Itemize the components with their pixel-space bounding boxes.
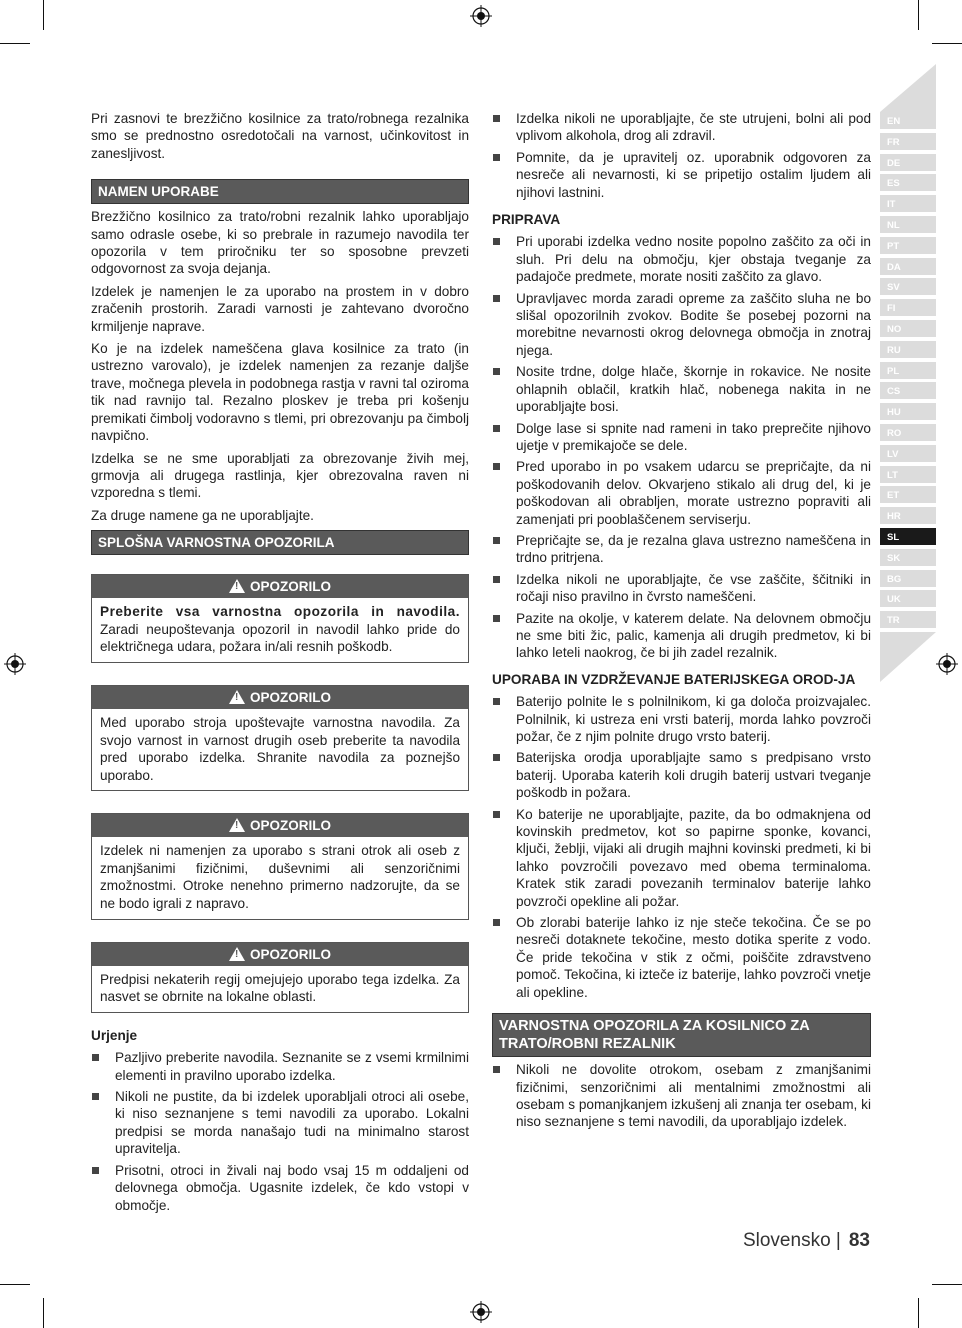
list-item [91, 1049, 469, 1084]
section-heading-splosna: SPLOŠNA VARNOSTNA OPOZORILA [91, 530, 469, 555]
warning-label: OPOZORILO [250, 689, 331, 705]
warning-triangle-icon: ! [229, 579, 245, 593]
warning-label: OPOZORILO [250, 946, 331, 962]
bullet-square-icon [493, 295, 500, 302]
warning-header [92, 943, 468, 966]
language-tab-sk[interactable]: SK [880, 549, 936, 568]
warning-label: OPOZORILO [250, 579, 331, 595]
language-tab-tr[interactable]: TR [880, 611, 936, 630]
bullet-square-icon [493, 1066, 500, 1073]
paragraph: Brezžično kosilnico za trato/robni rezalnik lahko uporabljajo samo odrasle osebe, ki so prebrale in razumejo navodila ter opozorila v tem priročniku ter so sposobne prevzeti odgovornost za svoja dejanja. [91, 209, 469, 277]
list-item-text: Pri uporabi izdelka vedno nosite popolno zaščito za oči in sluh. Pri delu na območju, kjer obstaja tveganje za padajoče predmete, morate nositi zaščito za glavo. [516, 234, 871, 285]
bullet-square-icon [92, 1093, 99, 1100]
language-tab-lt[interactable]: LT [880, 466, 936, 485]
right-column [492, 110, 871, 1140]
crop-mark [0, 43, 30, 44]
paragraph: Za druge namene ga ne uporabljajte. [91, 507, 314, 523]
warning-body-text: Predpisi nekaterih regij omejujejo uporabo tega izdelka. Za nasvet se obrnite na lokalne oblasti. [100, 971, 460, 1005]
list-item [492, 1061, 871, 1131]
bullet-square-icon [493, 698, 500, 705]
list-item-text: Upravljavec morda zaradi opreme za zaščito sluha ne bo slišal opozorilnih zvokov. Bodite še posebej pozorni na morebitne nevarnosti okrog delovnega območja in znotraj njega. [516, 290, 871, 358]
language-tab-hr[interactable]: HR [880, 507, 936, 526]
warning-body-text: Med uporabo stroja upoštevajte varnostna navodila. Za svojo varnost in varnost drugih oseb preberite ta navodila pred uporabo izdelka. Shranite navodila za poznejšo uporabo. [100, 714, 460, 783]
top-list [492, 110, 871, 201]
language-tab-nl[interactable]: NL [880, 216, 936, 235]
language-tab-es[interactable]: ES [880, 174, 936, 193]
language-tab-pl[interactable]: PL [880, 362, 936, 381]
list-item [492, 420, 871, 455]
crop-mark [932, 1284, 962, 1285]
list-item [492, 749, 871, 801]
warning-box [91, 574, 469, 663]
language-tab-hu[interactable]: HU [880, 403, 936, 422]
list-item [91, 1162, 469, 1214]
language-tab-ru[interactable]: RU [880, 341, 936, 360]
warning-label: OPOZORILO [250, 818, 331, 834]
section-heading-kosilnica: VARNOSTNA OPOZORILA ZA KOSILNICO ZA TRATO/ROBNI REZALNIK [492, 1013, 871, 1057]
language-tab-da[interactable]: DA [880, 258, 936, 277]
list-item [492, 110, 871, 145]
list-item-text: Baterijska orodja uporabljajte samo s predpisano vrsto baterij. Uporaba katerih koli drugih baterij ustvari tveganje poškodb in požara. [516, 750, 871, 801]
language-tab-fi[interactable]: FI [880, 299, 936, 318]
list-item [492, 532, 871, 567]
footer-language: Slovensko | [742, 1230, 841, 1251]
list-item-text: Prisotni, otroci in živali naj bodo vsaj 15 m oddaljeni od delovnega območja. Ugasnite izdelek, če kdo vstopi v območje. [115, 1162, 469, 1213]
bullet-square-icon [493, 576, 500, 583]
list-item-text: Pazljivo preberite navodila. Seznanite se z vsemi krmilnimi elementi in pravilno uporabo izdelka. [115, 1050, 469, 1083]
registration-mark-icon [936, 653, 958, 675]
list-item-text: Izdelka nikoli ne uporabljajte, če vse zaščite, ščitniki in ročaji niso pravilno in čvrsto nameščeni. [516, 571, 871, 605]
list-item [492, 610, 871, 662]
warning-header [92, 686, 468, 709]
crop-mark [43, 0, 44, 30]
bullet-square-icon [493, 238, 500, 245]
bullet-square-icon [493, 463, 500, 470]
language-tabs [880, 64, 936, 682]
list-item-text: Pred uporabo in po vsakem udarcu se prepričajte, da ni poškodovanih delov. Okvarjeno stikalo ali drug del, ki je poškodovan ali obrabljen, morate ustrezno popraviti ali zamenjati pri pooblaščenem serviserju. [516, 459, 871, 527]
list-item-text: Nosite trdne, dolge hlače, škornje in rokavice. Ne nosite ohlapnih oblačil, kratkih hlač, nobenega nakita in ne uporabljajte bosi. [516, 364, 871, 415]
list-item-text: Nikoli ne pustite, da bi izdelek uporabljali otroci ali osebe, ki niso seznanjene s temi navodili za uporabo. Lokalni predpisi se morda nanašajo tudi na minimalno starost upravitelja. [115, 1089, 469, 1157]
list-item [492, 806, 871, 910]
bullet-square-icon [493, 919, 500, 926]
language-tab-no[interactable]: NO [880, 320, 936, 339]
list-item-text: Ko baterije ne uporabljajte, pazite, da bo odmaknjena od kovinskih predmetov, kot so papirne sponke, kovanci, ključi, žeblji, vijaki ali drugih majhni kovinski predmeti, ki bi lahko povzročili povezavo med obema terminaloma. Kratek stik zaradi povezanih terminalov baterije lahko povzroči opekline ali požar. [516, 806, 871, 909]
warning-body-text: Izdelek ni namenjen za uporabo s strani otrok ali oseb z zmanjšanimi fizičnimi, duševnimi ali senzoričnimi zmožnostmi. Otroke nenehno primerno nadzorujte, da se ne bodo igrali z napravo. [100, 843, 460, 912]
baterija-list [492, 693, 871, 1001]
left-column [91, 110, 469, 1223]
list-item-text: Baterijo polnite le s polnilnikom, ki ga določa proizvajalec. Polnilnik, ki ustreza eni vrsti baterij, morda lahko povzroči požar, če z njim polnite drugo vrsto baterij. [516, 694, 871, 744]
paragraph: Izdelka se ne sme uporabljati za obrezovanje živih mej, grmovja ali drugega rastlinja, kjer obrezovalna raven ni vzporedna s tlemi. [91, 450, 469, 501]
bullet-square-icon [493, 368, 500, 375]
page-footer [743, 1230, 870, 1252]
paragraph: Ko je na izdelek nameščena glava kosilnice za trato (in ustrezno varovalo), je izdelek namenjen za rezanje daljše trave, močnega plevela in podobnega rastja v ravni tal oziroma tik nad ravnijo tal. Rezalno ploskev je treba pri košenju premikati čimbolj vodoravno s tlemi, pri obrezovanju pa čimbolj navpično. [91, 341, 469, 444]
list-item [492, 571, 871, 606]
language-tab-sv[interactable]: SV [880, 278, 936, 297]
registration-mark-icon [4, 653, 26, 675]
warning-triangle-icon: ! [229, 818, 245, 832]
language-tab-sl[interactable]: SL [880, 528, 936, 547]
bullet-square-icon [493, 811, 500, 818]
bullet-square-icon [493, 615, 500, 622]
list-item [492, 914, 871, 1001]
list-item [492, 149, 871, 201]
section-heading-namen: NAMEN UPORABE [91, 179, 469, 204]
registration-mark-icon [470, 1301, 492, 1323]
registration-mark-icon [470, 5, 492, 27]
warning-text [92, 709, 468, 790]
tabs-top-triangle [880, 64, 936, 112]
warning-box [91, 685, 469, 791]
bullet-square-icon [493, 425, 500, 432]
list-item-text: Dolge lase si spnite nad rameni in tako preprečite njihovo ujetje v premikajoče se dele. [516, 420, 871, 453]
list-item [492, 458, 871, 528]
language-tab-uk[interactable]: UK [880, 590, 936, 609]
intro-paragraph: Pri zasnovi te brezžično kosilnice za trato/robnega rezalnika smo se prednostno osredotočali na varnost, učinkovitost in zanesljivost. [91, 111, 469, 161]
warning-body-text: Zaradi neupoštevanja opozoril in navodil lahko pride do električnega udara, požara in/ali resnih poškodb. [100, 621, 460, 655]
crop-mark [43, 1298, 44, 1328]
page-number: 83 [848, 1230, 870, 1251]
warning-header [92, 814, 468, 837]
list-item-text: Ob zlorabi baterije lahko iz nje steče tekočina. Če se po nesreči dotaknete tekočine, mesto dotika sperite z vodo. Če pride tekočina v stik z očmi, poiščite zdravstveno pomoč. Tekočina, ki izteče iz baterije, lahko povzroči vnetje ali opekline. [516, 915, 871, 1000]
subheading-priprava: PRIPRAVA [492, 212, 561, 228]
tabs-bottom-triangle [880, 632, 936, 682]
warning-bold-text: Preberite vsa varnostna opozorila in navodila. [100, 604, 460, 620]
bullet-square-icon [493, 154, 500, 161]
language-tab-en[interactable]: EN [880, 112, 936, 131]
list-item [492, 233, 871, 285]
list-item [492, 363, 871, 415]
crop-mark [932, 43, 962, 44]
language-tab-cs[interactable]: CS [880, 382, 936, 401]
kosilnica-list [492, 1061, 871, 1131]
warning-box [91, 813, 469, 919]
language-tab-it[interactable]: IT [880, 195, 936, 214]
crop-mark [918, 0, 919, 30]
urjenje-list [91, 1049, 469, 1214]
language-tab-pt[interactable]: PT [880, 237, 936, 256]
warning-triangle-icon: ! [229, 690, 245, 704]
list-item [492, 693, 871, 745]
bullet-square-icon [92, 1167, 99, 1174]
warning-text [92, 966, 468, 1012]
list-item-text: Pazite na okolje, v katerem delate. Na delovnem območju ne sme biti žic, palic, kamenja ali drugih predmetov, ki bi lahko leteli naokrog, če bi jih zadel rezalnik. [516, 610, 871, 661]
language-tab-lv[interactable]: LV [880, 445, 936, 464]
list-item-text: Pomnite, da je upravitelj oz. uporabnik odgovoren za nesreče ali nevarnosti, ki se pripetijo ostalim ljudem ali njihovi lastnini. [516, 149, 871, 200]
warning-triangle-icon: ! [229, 947, 245, 961]
warning-text [92, 837, 468, 918]
priprava-list [492, 233, 871, 661]
language-tab-ro[interactable]: RO [880, 424, 936, 443]
list-item-text: Nikoli ne dovolite otrokom, osebam z zmanjšanimi fizičnimi, senzoričnimi ali mentalnimi zmožnostmi ali osebam s pomanjkanjem izkušenj ali znanja ter osebam, ki niso seznanjene s temi navodili, da uporabljajo izdelek. [516, 1062, 871, 1130]
list-item [492, 290, 871, 360]
list-item-text: Prepričajte se, da je rezalna glava ustrezno nameščena in trdno pritrjena. [516, 532, 871, 566]
language-tab-de[interactable]: DE [880, 154, 936, 173]
language-tab-bg[interactable]: BG [880, 570, 936, 589]
list-item [91, 1088, 469, 1158]
subheading-baterija: UPORABA IN VZDRŽEVANJE BATERIJSKEGA OROD-JA [492, 671, 856, 687]
crop-mark [0, 1284, 30, 1285]
bullet-square-icon [493, 537, 500, 544]
bullet-square-icon [493, 115, 500, 122]
bullet-square-icon [493, 754, 500, 761]
crop-mark [918, 1298, 919, 1328]
warning-box [91, 942, 469, 1013]
warning-text [92, 598, 468, 662]
warning-header [92, 575, 468, 598]
paragraph: Izdelek je namenjen le za uporabo na prostem in v dobro zračenih prostorih. Zaradi varnosti je zahtevano dvoročno krmiljenje naprave. [91, 283, 469, 334]
list-item-text: Izdelka nikoli ne uporabljajte, če ste utrujeni, bolni ali pod vplivom alkohola, drog ali zdravil. [516, 111, 871, 144]
language-tab-et[interactable]: ET [880, 486, 936, 505]
subheading-urjenje: Urjenje [91, 1027, 138, 1043]
language-tab-fr[interactable]: FR [880, 133, 936, 152]
bullet-square-icon [92, 1054, 99, 1061]
